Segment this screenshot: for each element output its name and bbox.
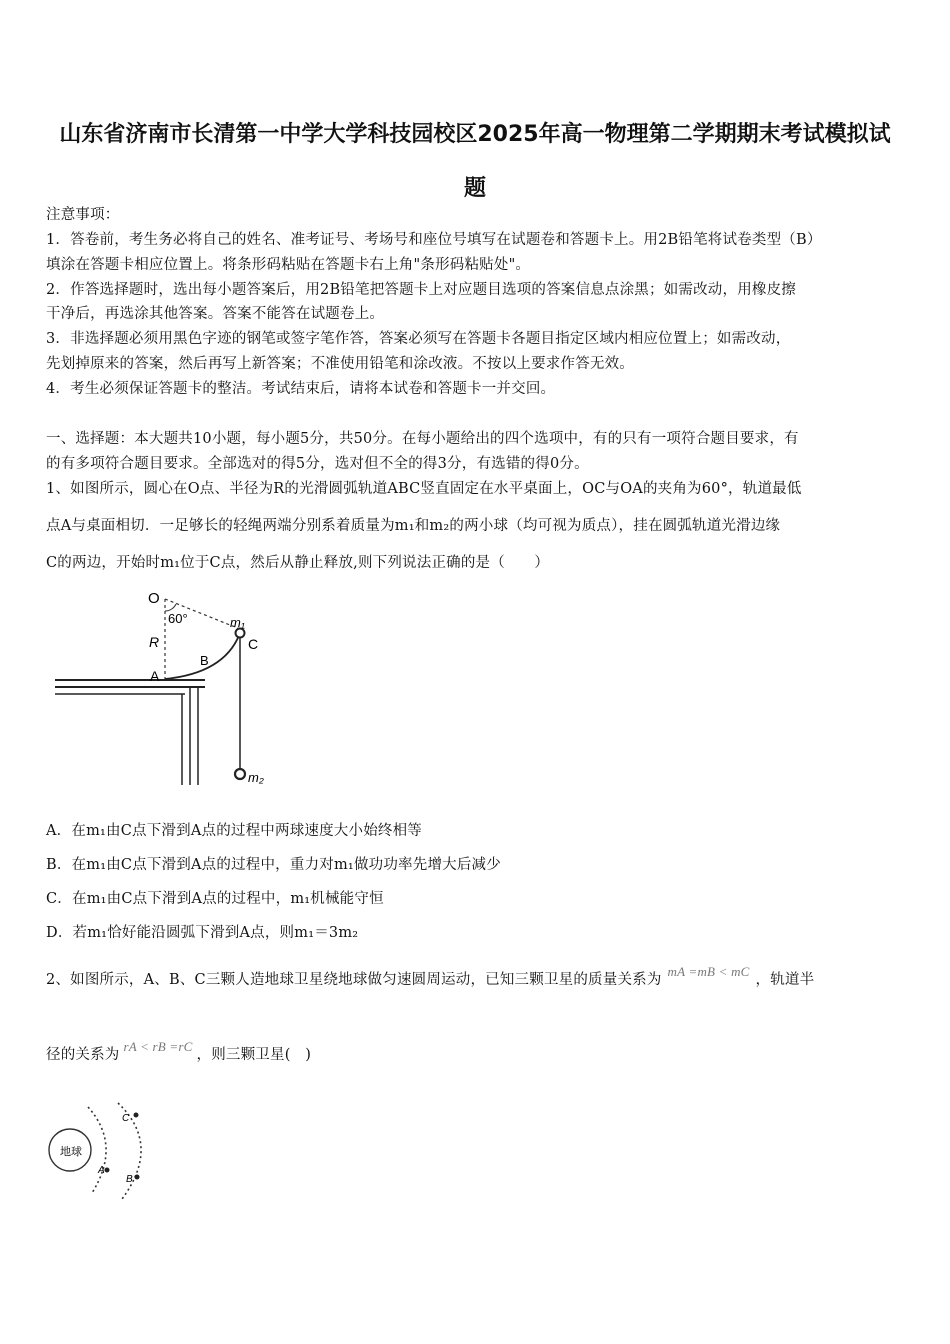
question-1-line-1: 1、如图所示，圆心在O点、半径为R的光滑圆弧轨道ABC竖直固定在水平桌面上，OC与OA的夹角为60°，轨道最低	[46, 481, 802, 497]
option-c: C．在m₁由C点下滑到A点的过程中，m₁机械能守恒	[46, 891, 384, 907]
question-2-text-end: ，轨道半	[755, 972, 815, 988]
question-2-line-2	[46, 1039, 312, 1064]
section-intro-line: 一、选择题：本大题共10小题，每小题5分，共50分。在每小题给出的四个选项中，有的只有一项符合题目要求，有	[46, 431, 799, 447]
question-2-text: 径的关系为	[46, 1047, 120, 1063]
section-intro-line: 的有多项符合题目要求。全部选对的得5分，选对但不全的得3分，有选错的得0分。	[46, 456, 589, 472]
label-sat-A: A	[98, 1165, 105, 1176]
label-m2: m₂	[248, 770, 264, 785]
document-title	[40, 108, 910, 216]
label-A: A	[150, 668, 160, 684]
label-sat-B: B	[126, 1174, 133, 1185]
option-a: A．在m₁由C点下滑到A点的过程中两球速度大小始终相等	[46, 823, 422, 839]
mass-relation: mA =mB < mC	[667, 964, 750, 979]
notes-heading: 注意事项：	[46, 207, 120, 223]
title-line-1: 山东省济南市长清第一中学大学科技园校区2025年高一物理第二学期期末考试模拟试	[59, 122, 891, 147]
notes-line: 2．作答选择题时，选出每小题答案后，用2B铅笔把答题卡上对应题目选项的答案信息点涂黑；如需改动，用橡皮擦	[46, 282, 797, 298]
option-b: B．在m₁由C点下滑到A点的过程中，重力对m₁做功功率先增大后减少	[46, 857, 501, 873]
notes-line: 1．答卷前，考生务必将自己的姓名、准考证号、考场号和座位号填写在试题卷和答题卡上。用2B铅笔将试卷类型（B）	[46, 232, 822, 248]
label-sat-C: C	[122, 1113, 130, 1124]
notes-line: 干净后，再选涂其他答案。答案不能答在试题卷上。	[46, 306, 385, 322]
notes-line: 3．非选择题必须用黑色字迹的钢笔或签字笔作答，答案必须写在答题卡各题目指定区域内相应位置上；如需改动，	[46, 331, 791, 347]
question-2-figure	[40, 1095, 170, 1210]
question-1-line-2: 点A与桌面相切．一足够长的轻绳两端分别系着质量为m₁和m₂的两小球（均可视为质点），挂在圆弧轨道光滑边缘	[46, 518, 781, 534]
label-B: B	[200, 653, 209, 668]
title-line-2: 题	[463, 176, 486, 201]
label-angle: 60°	[168, 611, 188, 626]
radius-relation: rA < rB =rC	[123, 1039, 193, 1054]
label-C: C	[248, 636, 259, 652]
label-O: O	[148, 590, 160, 607]
question-2-text: 2、如图所示，A、B、C三颗人造地球卫星绕地球做匀速圆周运动，已知三颗卫星的质量关系为	[46, 972, 662, 988]
question-2-text-end: ，则三颗卫星( )	[196, 1047, 312, 1063]
notes-line: 先划掉原来的答案，然后再写上新答案；不准使用铅笔和涂改液。不按以上要求作答无效。	[46, 356, 634, 372]
question-2-line-1	[46, 964, 815, 989]
question-1-figure	[50, 585, 280, 795]
label-R: R	[149, 634, 160, 650]
notes-line: 4．考生必须保证答题卡的整洁。考试结束后，请将本试卷和答题卡一并交回。	[46, 381, 556, 397]
notes-line: 填涂在答题卡相应位置上。将条形码粘贴在答题卡右上角"条形码粘贴处"。	[46, 257, 531, 273]
label-earth: 地球	[60, 1146, 82, 1158]
option-d: D．若m₁恰好能沿圆弧下滑到A点，则m₁＝3m₂	[46, 925, 359, 941]
label-m1: m₁	[230, 615, 245, 630]
question-1-line-3: C的两边，开始时m₁位于C点，然后从静止释放,则下列说法正确的是（ ）	[46, 555, 550, 571]
